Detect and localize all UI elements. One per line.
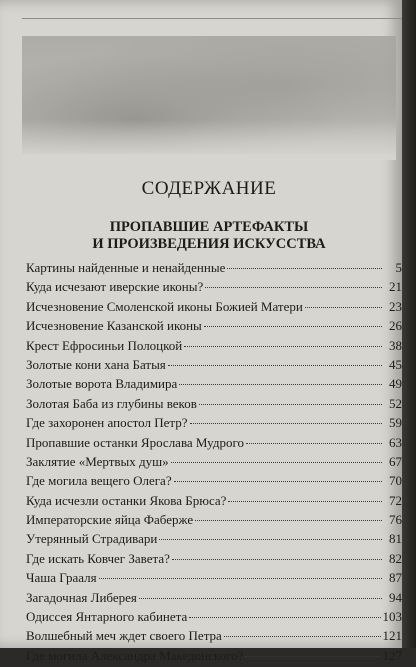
toc-entry[interactable]	[26, 454, 402, 473]
section-heading-line-1: ПРОПАВШИЕ АРТЕФАКТЫ	[109, 219, 309, 235]
toc-leader-dots	[204, 326, 382, 327]
toc-leader-dots	[159, 539, 382, 540]
toc-leader-dots	[305, 307, 382, 308]
toc-entry-page: 52	[389, 395, 402, 411]
toc-entry-title: Золотые кони хана Батыя	[26, 356, 166, 372]
page-edge-shadow	[402, 0, 416, 648]
toc-entry-page: 127	[382, 647, 402, 663]
toc-entry-title: Картины найденные и ненайденные	[26, 260, 226, 275]
toc-leader-dots	[246, 443, 382, 444]
toc-leader-dots	[195, 520, 382, 521]
toc-entry[interactable]	[26, 493, 402, 512]
toc-leader-dots	[174, 481, 382, 482]
toc-entry[interactable]	[26, 570, 402, 589]
toc-leader-dots	[224, 636, 381, 637]
toc-leader-dots	[228, 501, 382, 502]
toc-entry[interactable]	[26, 279, 402, 298]
toc-entry-page: 81	[389, 531, 402, 547]
toc-entry[interactable]	[26, 531, 402, 550]
toc-entry-title: Исчезновение Казанской иконы	[26, 318, 202, 334]
toc-entry-title: Волшебный меч ждет своего Петра	[26, 628, 222, 644]
toc-entry-title: Где могила Александра Македонского?	[26, 647, 244, 663]
toc-entry[interactable]	[26, 338, 402, 357]
toc-entry-page: 103	[382, 609, 402, 625]
toc-entry[interactable]	[26, 415, 402, 434]
toc-entry-page: 63	[389, 434, 402, 450]
toc-entry-title: Заклятие «Мертвых душ»	[26, 453, 169, 469]
page-title: СОДЕРЖАНИЕ	[141, 178, 277, 199]
toc-entry-title: Где могила вещего Олега?	[26, 473, 172, 489]
toc-leader-dots	[172, 559, 382, 560]
toc-entry-title: Где захоронен апостол Петр?	[26, 415, 188, 431]
toc-entry-page: 67	[389, 453, 402, 469]
toc-entry-page: 94	[389, 589, 402, 605]
toc-entry-page: 26	[389, 318, 402, 334]
toc-entry-page: 21	[389, 279, 402, 295]
toc-entry[interactable]	[26, 590, 402, 609]
toc-entry-page: 121	[382, 628, 402, 644]
toc-leader-dots	[184, 346, 382, 347]
toc-entry-title: Одиссея Янтарного кабинета	[26, 609, 188, 625]
section-heading	[22, 219, 396, 253]
toc-entry-title: Чаша Грааля	[26, 570, 97, 586]
toc-entry-title: Крест Ефросиньи Полоцкой	[26, 337, 183, 353]
toc-leader-dots	[189, 617, 380, 618]
toc-entry-title: Золотые ворота Владимира	[26, 376, 178, 392]
toc-entry[interactable]	[26, 512, 402, 531]
toc-entry-page: 87	[389, 570, 402, 586]
toc-entry[interactable]	[26, 376, 402, 395]
toc-entry[interactable]	[26, 318, 402, 337]
toc-entry-page: 49	[389, 376, 402, 392]
toc-entry-page: 76	[389, 512, 402, 528]
toc-entry[interactable]	[26, 609, 402, 628]
header-photo-fade	[22, 120, 396, 160]
toc-entry-page: 72	[389, 492, 402, 508]
section-heading-line-2: И ПРОИЗВЕДЕНИЯ ИСКУССТВА	[92, 236, 326, 252]
toc-entry-title: Загадочная Либерея	[26, 589, 137, 605]
toc-leader-dots	[245, 656, 380, 657]
toc-entry[interactable]	[26, 628, 402, 647]
toc-entry-title: Исчезновение Смоленской иконы Божией Матери	[26, 298, 303, 314]
toc-entry[interactable]	[26, 396, 402, 415]
toc-entry-title: Золотая Баба из глубины веков	[26, 395, 197, 411]
toc-entry[interactable]	[26, 299, 402, 318]
toc-entry[interactable]	[26, 648, 402, 667]
toc-leader-dots	[179, 384, 382, 385]
toc-entry-title: Где искать Ковчег Завета?	[26, 550, 170, 566]
toc-entry-title: Утерянный Страдивари	[26, 531, 158, 547]
toc-leader-dots	[199, 404, 382, 405]
toc-entry[interactable]	[26, 473, 402, 492]
toc-leader-dots	[227, 268, 382, 269]
toc-entry-page: 45	[389, 356, 402, 372]
toc-leader-dots	[171, 462, 382, 463]
toc-entry-page: 59	[389, 415, 402, 431]
toc-entry-title: Императорские яйца Фаберже	[26, 512, 194, 528]
toc-entry-title: Куда исчезают иверские иконы?	[26, 279, 204, 295]
toc-leader-dots	[205, 287, 382, 288]
toc-entry-page: 5	[395, 260, 402, 275]
toc-entry[interactable]	[26, 551, 402, 570]
table-of-contents	[26, 260, 402, 667]
toc-entry-title: Пропавшие останки Ярослава Мудрого	[26, 434, 244, 450]
running-head	[22, 6, 402, 19]
toc-leader-dots	[190, 423, 382, 424]
toc-entry[interactable]	[26, 260, 402, 279]
toc-entry-page: 23	[389, 298, 402, 314]
toc-leader-dots	[99, 578, 382, 579]
toc-entry[interactable]	[26, 357, 402, 376]
toc-entry-page: 82	[389, 550, 402, 566]
toc-leader-dots	[139, 598, 382, 599]
toc-entry[interactable]	[26, 435, 402, 454]
toc-leader-dots	[168, 365, 382, 366]
toc-entry-page: 70	[389, 473, 402, 489]
toc-entry-page: 38	[389, 337, 402, 353]
toc-entry-title: Куда исчезли останки Якова Брюса?	[26, 492, 227, 508]
